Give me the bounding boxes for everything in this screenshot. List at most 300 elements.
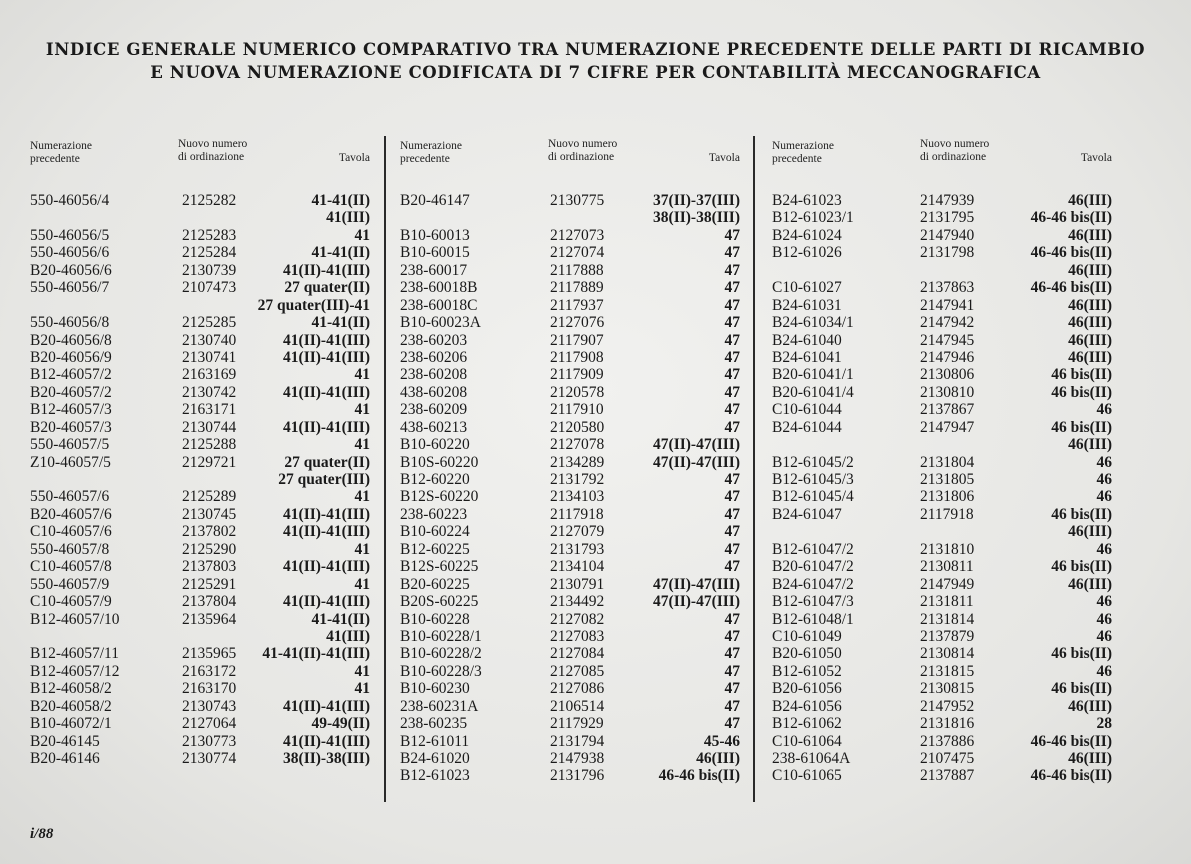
index-row [30, 262, 370, 279]
table-ref: 41(II)-41(III) [283, 558, 370, 576]
index-row [772, 733, 1112, 750]
index-row [772, 611, 1112, 628]
new-order-number: 2127079 [550, 523, 605, 541]
new-order-number: 2130815 [920, 680, 975, 698]
table-ref: 46(III) [1068, 192, 1112, 209]
index-row [400, 192, 740, 209]
index-row [30, 244, 370, 261]
table-ref: 46 [1096, 593, 1112, 611]
index-row [772, 471, 1112, 488]
index-row [772, 297, 1112, 314]
index-row [772, 366, 1112, 383]
table-ref: 41(III) [326, 627, 370, 645]
index-row [30, 419, 370, 436]
new-order-number: 2137886 [920, 732, 975, 750]
table-ref: 27 quater(II) [284, 453, 370, 471]
previous-number: B12-61045/2 [772, 453, 854, 471]
table-ref: 46(III) [1068, 296, 1112, 314]
index-row [30, 436, 370, 453]
new-order-number: 2135965 [182, 645, 237, 663]
previous-number: C10-61044 [772, 401, 842, 419]
index-row [772, 767, 1112, 784]
table-ref: 47 [724, 488, 740, 506]
index-row [772, 645, 1112, 662]
table-ref: 27 quater(II) [284, 279, 370, 297]
previous-number: 238-60018B [400, 279, 478, 297]
table-ref: 47 [724, 244, 740, 262]
new-order-number: 2131815 [920, 662, 975, 680]
table-ref: 46 bis(II) [1051, 680, 1112, 698]
previous-number: B24-61034/1 [772, 314, 854, 332]
previous-number: B12-61048/1 [772, 610, 854, 628]
index-row [30, 488, 370, 505]
table-ref: 47 [724, 680, 740, 698]
new-order-number: 2131794 [550, 732, 605, 750]
index-row [400, 558, 740, 575]
previous-number: 238-60018C [400, 296, 478, 314]
index-row [30, 645, 370, 662]
previous-number: B10-60228/3 [400, 662, 482, 680]
table-ref: 46(III) [1068, 226, 1112, 244]
new-order-number: 2130739 [182, 261, 237, 279]
new-order-number: 2130742 [182, 383, 237, 401]
new-order-number: 2130741 [182, 348, 237, 366]
index-row [400, 384, 740, 401]
new-order-number: 2137804 [182, 593, 237, 611]
index-row [772, 192, 1112, 209]
new-order-number: 2131804 [920, 453, 975, 471]
page-title [0, 38, 1191, 84]
previous-number: B10-60228/1 [400, 627, 482, 645]
previous-number: 238-60235 [400, 715, 468, 733]
index-row [30, 506, 370, 523]
title-line-2: E NUOVA NUMERAZIONE CODIFICATA DI 7 CIFRE PER CONTABILITÀ MECCANOGRAFICA [150, 63, 1041, 82]
new-order-number: 2147945 [920, 331, 975, 349]
index-row [30, 384, 370, 401]
table-ref: 46 bis(II) [1051, 558, 1112, 576]
index-row [772, 523, 1112, 540]
previous-number: 238-60231A [400, 697, 479, 715]
index-row [400, 332, 740, 349]
index-row [400, 262, 740, 279]
new-order-number: 2130744 [182, 418, 237, 436]
new-order-number: 2129721 [182, 453, 237, 471]
previous-number: B10-60013 [400, 226, 470, 244]
previous-number: B24-61023 [772, 192, 842, 209]
table-ref: 41(II)-41(III) [283, 383, 370, 401]
column-header [400, 136, 740, 192]
table-ref: 41 [354, 436, 370, 454]
new-order-number: 2147942 [920, 314, 975, 332]
new-order-number: 2134492 [550, 593, 605, 611]
table-ref: 47 [724, 418, 740, 436]
index-row [400, 680, 740, 697]
index-row [772, 209, 1112, 226]
header-table: Tavola [1080, 152, 1112, 164]
index-row [30, 541, 370, 558]
new-order-number: 2137887 [920, 767, 975, 785]
previous-number: B20-61056 [772, 680, 842, 698]
new-order-number: 2125290 [182, 540, 237, 558]
new-order-number: 2127076 [550, 314, 605, 332]
index-column-1 [30, 136, 370, 767]
index-row [30, 192, 370, 209]
new-order-number: 2130811 [920, 558, 974, 576]
index-row [30, 715, 370, 732]
table-ref: 47(II)-47(III) [653, 453, 740, 471]
index-row [400, 209, 740, 226]
previous-number: B12-61045/4 [772, 488, 854, 506]
index-row [30, 733, 370, 750]
table-ref: 47 [724, 279, 740, 297]
table-ref: 41(II)-41(III) [283, 732, 370, 750]
table-ref: 46(III) [696, 750, 740, 767]
index-row [400, 314, 740, 331]
index-row [30, 209, 370, 226]
new-order-number: 2163171 [182, 401, 237, 419]
previous-number: 550-46056/7 [30, 279, 110, 297]
new-order-number: 2163169 [182, 366, 237, 384]
previous-number: C10-61049 [772, 627, 842, 645]
new-order-number: 2130743 [182, 697, 237, 715]
index-row [400, 419, 740, 436]
index-row [400, 715, 740, 732]
index-row [772, 227, 1112, 244]
previous-number: 550-46057/5 [30, 436, 110, 454]
index-row [772, 419, 1112, 436]
previous-number: B12-46058/2 [30, 680, 112, 698]
table-ref: 41(II)-41(III) [283, 505, 370, 523]
previous-number: B20-61041/4 [772, 383, 854, 401]
previous-number: B10-60230 [400, 680, 470, 698]
previous-number: B20-60225 [400, 575, 470, 593]
header-prev-numbering: Numerazione precedente [400, 140, 462, 165]
new-order-number: 2117918 [550, 505, 604, 523]
previous-number: Z10-46057/5 [30, 453, 111, 471]
new-order-number: 2117909 [550, 366, 604, 384]
table-ref: 46-46 bis(II) [1030, 767, 1112, 785]
column-header [30, 136, 370, 192]
previous-number: B12-61023 [400, 767, 470, 785]
previous-number: B12-60225 [400, 540, 470, 558]
new-order-number: 2130806 [920, 366, 975, 384]
table-ref: 47 [724, 505, 740, 523]
index-row [400, 454, 740, 471]
previous-number: 438-60213 [400, 418, 468, 436]
previous-number: 550-46056/4 [30, 192, 110, 209]
new-order-number: 2137803 [182, 558, 237, 576]
index-row [400, 645, 740, 662]
table-ref: 47 [724, 296, 740, 314]
previous-number: B12-46057/12 [30, 662, 120, 680]
index-row [30, 297, 370, 314]
index-row [772, 244, 1112, 261]
table-ref: 47 [724, 348, 740, 366]
table-ref: 47 [724, 645, 740, 663]
new-order-number: 2117889 [550, 279, 604, 297]
new-order-number: 2106514 [550, 697, 605, 715]
previous-number: B20-61041/1 [772, 366, 854, 384]
new-order-number: 2120580 [550, 418, 605, 436]
new-order-number: 2130740 [182, 331, 237, 349]
table-ref: 41(III) [326, 209, 370, 227]
index-row [772, 401, 1112, 418]
previous-number: B12-61047/3 [772, 593, 854, 611]
new-order-number: 2131795 [920, 209, 975, 227]
index-row [772, 680, 1112, 697]
index-row [772, 454, 1112, 471]
previous-number: 550-46056/6 [30, 244, 110, 262]
previous-number: 550-46056/5 [30, 226, 110, 244]
index-column-3 [772, 136, 1112, 785]
column-divider [753, 136, 755, 802]
previous-number: B20-61050 [772, 645, 842, 663]
new-order-number: 2127085 [550, 662, 605, 680]
header-prev-numbering: Numerazione precedente [772, 140, 834, 165]
index-row [400, 244, 740, 261]
index-row [30, 349, 370, 366]
previous-number: B20-46146 [30, 750, 100, 767]
new-order-number: 2134103 [550, 488, 605, 506]
previous-number: 550-46056/8 [30, 314, 110, 332]
table-ref: 46-46 bis(II) [1030, 244, 1112, 262]
column-header [772, 136, 1112, 192]
table-ref: 47 [724, 523, 740, 541]
column-divider [384, 136, 386, 802]
table-ref: 27 quater(III) [278, 471, 370, 488]
new-order-number: 2130774 [182, 750, 237, 767]
index-row [400, 227, 740, 244]
table-ref: 41 [354, 540, 370, 558]
header-new-number: Nuovo numero di ordinazione [178, 138, 248, 163]
table-ref: 46(III) [1068, 348, 1112, 366]
index-row [400, 523, 740, 540]
new-order-number: 2130791 [550, 575, 605, 593]
previous-number: B24-61024 [772, 226, 842, 244]
index-row [772, 332, 1112, 349]
new-order-number: 2125283 [182, 226, 237, 244]
previous-number: B24-61044 [772, 418, 842, 436]
new-order-number: 2125282 [182, 192, 237, 209]
index-row [400, 698, 740, 715]
previous-number: B12-46057/11 [30, 645, 119, 663]
index-row [772, 576, 1112, 593]
new-order-number: 2147947 [920, 418, 975, 436]
table-ref: 46 [1096, 471, 1112, 488]
table-ref: 47(II)-47(III) [653, 436, 740, 454]
new-order-number: 2147952 [920, 697, 975, 715]
index-row [30, 628, 370, 645]
index-row [30, 698, 370, 715]
new-order-number: 2130814 [920, 645, 975, 663]
index-row [772, 698, 1112, 715]
index-row [772, 628, 1112, 645]
previous-number: B10S-60220 [400, 453, 479, 471]
table-ref: 41 [354, 401, 370, 419]
new-order-number: 2117929 [550, 715, 604, 733]
table-ref: 47(II)-47(III) [653, 593, 740, 611]
index-row [30, 663, 370, 680]
table-ref: 47 [724, 314, 740, 332]
header-table: Tavola [338, 152, 370, 164]
new-order-number: 2117910 [550, 401, 604, 419]
table-ref: 46 [1096, 453, 1112, 471]
new-order-number: 2120578 [550, 383, 605, 401]
table-ref: 46 [1096, 610, 1112, 628]
table-ref: 41 [354, 680, 370, 698]
new-order-number: 2130773 [182, 732, 237, 750]
table-ref: 47 [724, 627, 740, 645]
previous-number: B24-61047 [772, 505, 842, 523]
index-row [400, 297, 740, 314]
table-ref: 46 [1096, 662, 1112, 680]
table-ref: 46(III) [1068, 697, 1112, 715]
new-order-number: 2125291 [182, 575, 237, 593]
table-ref: 47 [724, 471, 740, 488]
previous-number: 238-60209 [400, 401, 468, 419]
table-ref: 46 bis(II) [1051, 418, 1112, 436]
previous-number: B24-61047/2 [772, 575, 854, 593]
previous-number: B12-61062 [772, 715, 842, 733]
table-ref: 46 [1096, 488, 1112, 506]
index-row [30, 366, 370, 383]
previous-number: B24-61031 [772, 296, 842, 314]
new-order-number: 2117888 [550, 261, 604, 279]
new-order-number: 2163170 [182, 680, 237, 698]
table-ref: 46(III) [1068, 436, 1112, 454]
header-new-number: Nuovo numero di ordinazione [920, 138, 990, 163]
new-order-number: 2130775 [550, 192, 605, 209]
index-row [30, 279, 370, 296]
index-column-2 [400, 136, 740, 785]
index-row [772, 384, 1112, 401]
index-row [30, 523, 370, 540]
new-order-number: 2131810 [920, 540, 975, 558]
new-order-number: 2131792 [550, 471, 605, 488]
previous-number: B12-61052 [772, 662, 842, 680]
previous-number: B12-61045/3 [772, 471, 854, 488]
index-row [30, 314, 370, 331]
previous-number: B24-61040 [772, 331, 842, 349]
index-row [30, 611, 370, 628]
previous-number: C10-61027 [772, 279, 842, 297]
index-row [772, 663, 1112, 680]
table-ref: 47 [724, 662, 740, 680]
table-ref: 41 [354, 226, 370, 244]
table-ref: 47 [724, 261, 740, 279]
new-order-number: 2147946 [920, 348, 975, 366]
previous-number: B20-46145 [30, 732, 100, 750]
table-ref: 46-46 bis(II) [658, 767, 740, 785]
previous-number: 238-60017 [400, 261, 468, 279]
index-row [772, 506, 1112, 523]
new-order-number: 2131806 [920, 488, 975, 506]
index-row [400, 541, 740, 558]
table-ref: 49-49(II) [311, 715, 370, 733]
new-order-number: 2117908 [550, 348, 604, 366]
table-ref: 28 [1096, 715, 1112, 733]
index-row [400, 436, 740, 453]
table-ref: 46(III) [1068, 523, 1112, 541]
new-order-number: 2125285 [182, 314, 237, 332]
new-order-number: 2125284 [182, 244, 237, 262]
previous-number: 238-60223 [400, 505, 468, 523]
index-row [400, 279, 740, 296]
table-ref: 47 [724, 558, 740, 576]
table-ref: 46 bis(II) [1051, 645, 1112, 663]
previous-number: 550-46057/9 [30, 575, 110, 593]
table-ref: 41-41(II) [311, 314, 370, 332]
table-ref: 46(III) [1068, 750, 1112, 767]
index-row [400, 471, 740, 488]
new-order-number: 2127064 [182, 715, 237, 733]
table-ref: 46 [1096, 627, 1112, 645]
index-row [30, 593, 370, 610]
new-order-number: 2131793 [550, 540, 605, 558]
previous-number: B12S-60225 [400, 558, 479, 576]
index-row [772, 593, 1112, 610]
index-rows [400, 192, 740, 785]
table-ref: 46(III) [1068, 575, 1112, 593]
previous-number: B20-46057/3 [30, 418, 112, 436]
new-order-number: 2137802 [182, 523, 237, 541]
previous-number: 238-61064A [772, 750, 851, 767]
new-order-number: 2163172 [182, 662, 237, 680]
index-row [400, 767, 740, 784]
index-row [400, 488, 740, 505]
table-ref: 27 quater(III)-41 [257, 296, 370, 314]
table-ref: 41 [354, 575, 370, 593]
index-row [772, 541, 1112, 558]
header-table: Tavola [708, 152, 740, 164]
index-row [400, 628, 740, 645]
new-order-number: 2147941 [920, 296, 975, 314]
previous-number: C10-46057/9 [30, 593, 112, 611]
index-row [772, 436, 1112, 453]
previous-number: B24-61056 [772, 697, 842, 715]
table-ref: 41(II)-41(III) [283, 523, 370, 541]
previous-number: C10-61065 [772, 767, 842, 785]
table-ref: 46 bis(II) [1051, 383, 1112, 401]
new-order-number: 2147949 [920, 575, 975, 593]
table-ref: 46(III) [1068, 314, 1112, 332]
previous-number: B12S-60220 [400, 488, 479, 506]
index-row [772, 750, 1112, 767]
table-ref: 46-46 bis(II) [1030, 209, 1112, 227]
index-row [772, 488, 1112, 505]
previous-number: B20-46058/2 [30, 697, 112, 715]
index-row [30, 471, 370, 488]
table-ref: 46-46 bis(II) [1030, 279, 1112, 297]
table-ref: 38(II)-38(III) [653, 209, 740, 227]
previous-number: 238-60206 [400, 348, 468, 366]
previous-number: B12-46057/3 [30, 401, 112, 419]
index-row [30, 401, 370, 418]
new-order-number: 2131816 [920, 715, 975, 733]
previous-number: B12-61047/2 [772, 540, 854, 558]
table-ref: 46 [1096, 401, 1112, 419]
index-row [30, 227, 370, 244]
previous-number: B12-46057/10 [30, 610, 120, 628]
table-ref: 37(II)-37(III) [653, 192, 740, 209]
new-order-number: 2127082 [550, 610, 605, 628]
table-ref: 46-46 bis(II) [1030, 732, 1112, 750]
previous-number: B12-61011 [400, 732, 470, 750]
table-ref: 41(II)-41(III) [283, 418, 370, 436]
index-row [30, 332, 370, 349]
table-ref: 41 [354, 488, 370, 506]
table-ref: 46 bis(II) [1051, 366, 1112, 384]
